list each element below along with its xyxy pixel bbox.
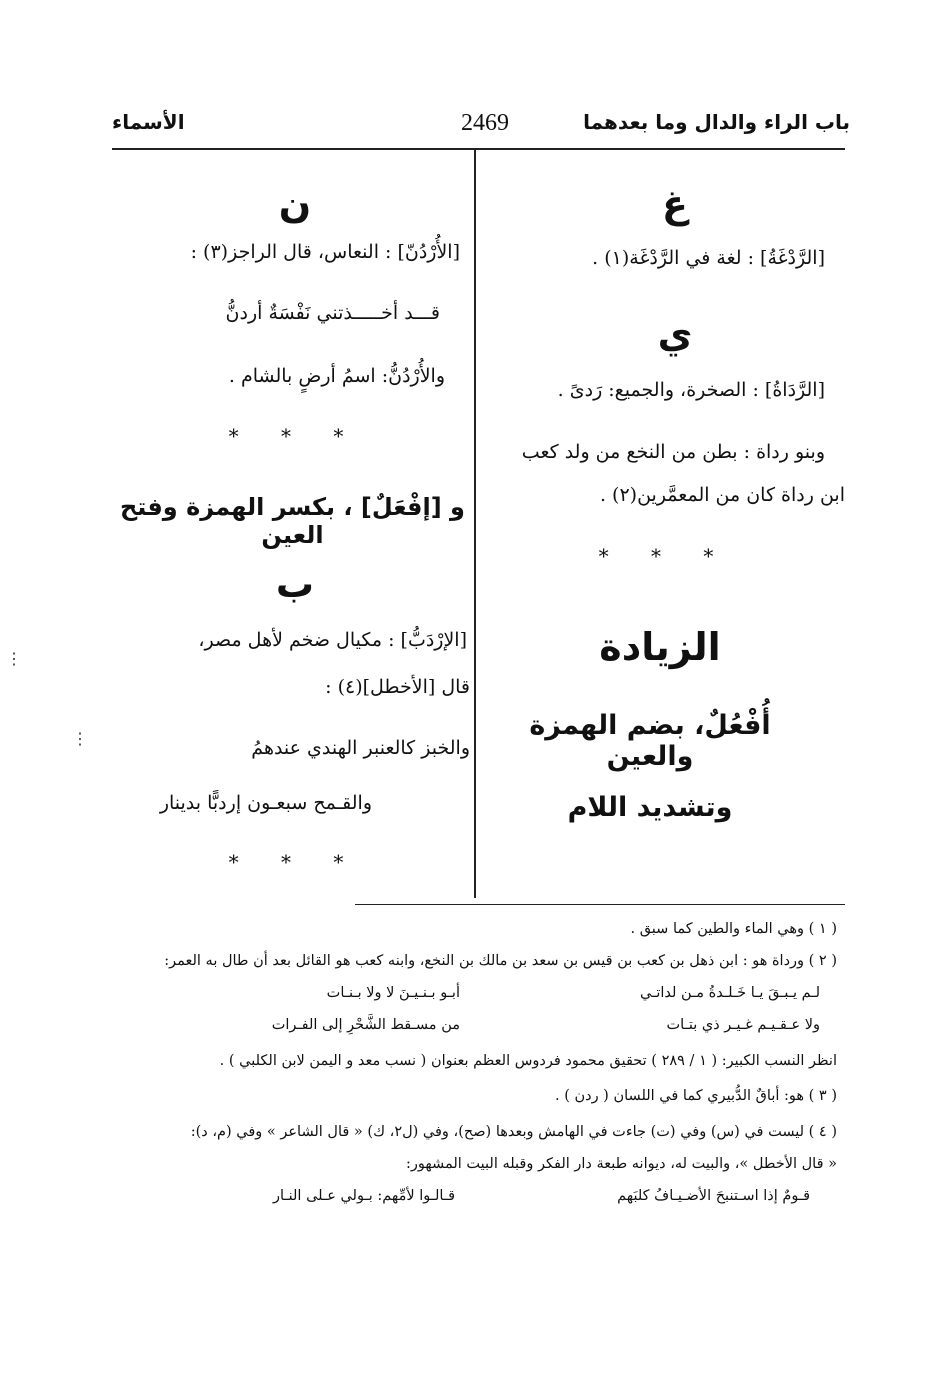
entry-irdabb-2: قال [الأخطل](٤) : <box>325 676 470 698</box>
footnote-2-verse-1-left: أبـو بـنـيـنَ لا ولا بـنـات <box>326 985 460 1001</box>
footnote-2-verse-2-right: ولا عـقـيـم غـيـر ذي بتـات <box>666 1017 820 1033</box>
header-rule <box>112 148 845 150</box>
heading-af-ul: أُفْعُلٌ، بضم الهمزة والعين <box>529 710 771 772</box>
footnote-2-verse-2-left: من مسـقط الشَّحْرِ إلى الفـرات <box>271 1017 460 1033</box>
letter-ya: ي <box>657 312 693 356</box>
entry-radat: [الرَّدَاةُ] : الصخرة، والجميع: رَدىً . <box>557 379 825 401</box>
entry-irdabb-1: [الإرْدَبُّ] : مكيال ضخم لأهل مصر، <box>198 629 467 651</box>
entry-urdunn-place: والأُرْدُنُّ: اسمُ أرضٍ بالشام . <box>228 365 445 387</box>
footnote-3: ( ٣ ) هو: أباقٌ الدُّبيري كما في اللسان ( ردن ) . <box>554 1088 837 1104</box>
letter-ba: ب <box>275 562 315 606</box>
heading-if-al: و [إفْعَلٌ] ، بكسر الهمزة وفتح العين <box>120 493 465 549</box>
footnote-2: ( ٢ ) ورداة هو : ابن ذهل بن كعب بن قيس بن سعد بن مالك بن النخع، وابنه كعب هو القائل بعد أن طال به العمر: <box>164 953 837 969</box>
stars-1: * * * <box>228 424 362 448</box>
footnote-2-reference: انظر النسب الكبير: ( ١ / ٢٨٩ ) تحقيق محمود فردوس العظم بعنوان ( نسب معد و اليمن لابن الكلبي ) . <box>219 1053 837 1069</box>
footnote-4-verse-left: قـالـوا لأمِّهم: بـولي عـلى النـار <box>272 1188 455 1204</box>
verse-line-2: والقـمح سبعـون إردبًّا بدينار <box>159 792 372 814</box>
entry-banu-radat-2: ابن رداة كان من المعمَّرين(٢) . <box>599 484 845 506</box>
section-title: الأسماء <box>112 110 185 134</box>
entry-banu-radat-1: وبنو رداة : بطن من النخع من ولد كعب <box>521 441 825 463</box>
footnote-2-verse-1-right: لـم يـبـقَ يـا خَـلـدةُ مـن لداتـي <box>639 985 820 1001</box>
footnote-1: ( ١ ) وهي الماء والطين كما سبق . <box>630 921 837 937</box>
letter-ghain: غ <box>662 182 688 226</box>
footnote-4-line-1: ( ٤ ) ليست في (س) وفي (ت) جاءت في الهامش وبعدها (صح)، وفي (ل٢، ك) « قال الشاعر » وفي (م، د): <box>190 1124 837 1140</box>
verse-urdunn: قـــد أخـــــذتني نَفْسَةٌ أردنُّ <box>225 302 440 324</box>
heading-tashdid: وتشديد اللام <box>567 792 733 823</box>
entry-radgha: [الرَّدْغَةُ] : لغة في الرَّدْغَة(١) . <box>592 247 825 269</box>
letter-nun: ن <box>278 182 312 226</box>
entry-urdunn: [الأُرْدُنّ] : النعاس، قال الراجز(٣) : <box>190 241 460 263</box>
margin-dots-2: ⋮ <box>72 729 88 748</box>
footnote-4-line-2: « قال الأخطل »، والبيت له، ديوانه طبعة دار الفكر وقبله البيت المشهور: <box>406 1156 837 1172</box>
column-divider <box>474 150 476 898</box>
footnote-rule <box>355 904 845 905</box>
margin-dots: ⋮ <box>6 649 22 668</box>
chapter-title: باب الراء والدال وما بعدهما <box>583 110 850 134</box>
footnote-4-verse-right: قـومٌ إذا اسـتنبحَ الأضـيـافُ كلبَهم <box>617 1188 810 1204</box>
page-number: 2469 <box>461 110 509 136</box>
stars-2: * * * <box>228 850 362 874</box>
heading-ziyada: الزيادة <box>599 625 721 669</box>
section-stars: * * * <box>598 544 732 568</box>
verse-line-1: والخبز كالعنبر الهندي عندهمُ <box>251 737 470 759</box>
